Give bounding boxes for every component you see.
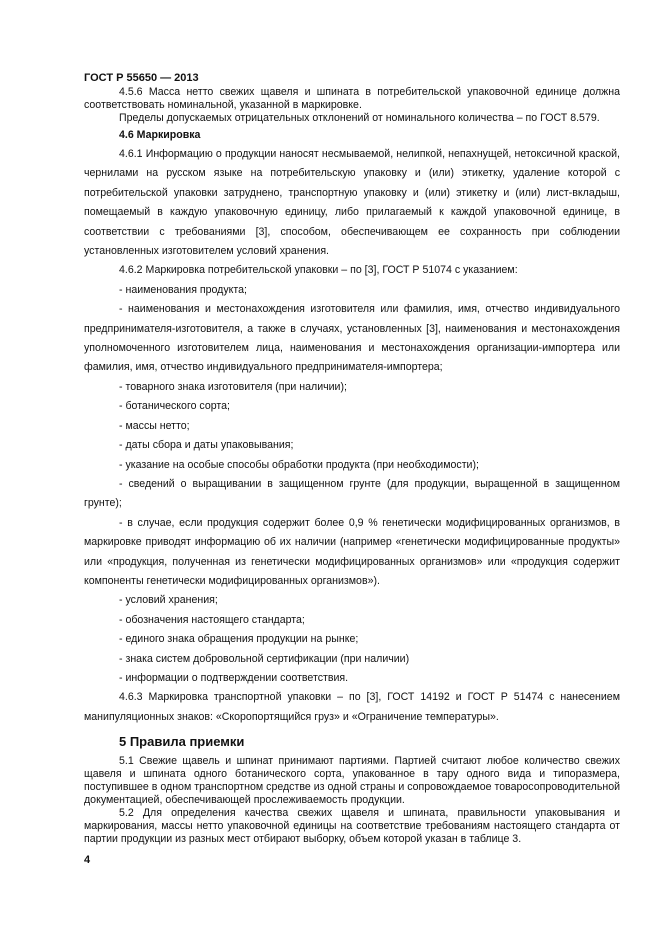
paragraph-4-6-3: 4.6.3 Маркировка транспортной упаковки – по [3], ГОСТ 14192 и ГОСТ Р 51474 с нанесением манипуляционных знаков: «Скоропортящийся груз» и «Ограничение температуры».	[84, 691, 620, 723]
list-item: - массы нетто;	[119, 419, 190, 432]
list-item: - единого знака обращения продукции на рынке;	[119, 633, 359, 646]
list-item: - ботанического сорта;	[119, 400, 230, 413]
paragraph-limits: Пределы допускаемых отрицательных отклонений от номинального количества – по ГОСТ 8.579.	[119, 112, 600, 124]
page-number: 4	[84, 854, 91, 866]
paragraph-4-6-2: 4.6.2 Маркировка потребительской упаковки – по [3], ГОСТ Р 51074 с указанием:	[119, 264, 518, 277]
list-item: - наименования и местонахождения изготовителя или фамилия, имя, отчество индивидуального предпринимателя-изготовителя, а также в случаях, установленных [3], наименования и местонахождения уполномоченного изготовителем лица, наименования и местонахождения организации-импортера или фамилия, имя, отчество индивидуального предпринимателя-импортера;	[84, 303, 620, 374]
list-item: - условий хранения;	[119, 594, 218, 607]
list-item: - даты сбора и даты упаковывания;	[119, 439, 294, 452]
paragraph-4-6-1: 4.6.1 Информацию о продукции наносят несмываемой, нелипкой, непахнущей, нетоксичной краской, чернилами на русском языке на потребительскую упаковку и (или) этикетку, удаление которой с потребительской упаковки затруднено, транспортную упаковку и (или) этикетку и (или) лист-вкладыш, помещаемый в каждую упаковочную единицу, либо прилагаемый к каждой упаковочной единице, в соответствии с требованиями [3], способом, обеспечивающем ее сохранность при соблюдении установленных изготовителем условий хранения.	[84, 148, 620, 258]
list-item: - знака систем добровольной сертификации (при наличии)	[119, 652, 410, 665]
list-item: - сведений о выращивании в защищенном грунте (для продукции, выращенной в защищенном грунте);	[84, 477, 620, 510]
paragraph-4-5-6: 4.5.6 Масса нетто свежих щавеля и шпината в потребительской упаковочной единице должна соответствовать номинальной, указанной в маркировке.	[84, 86, 620, 111]
standard-header: ГОСТ Р 55650 — 2013	[84, 72, 199, 84]
paragraph-5-1: 5.1 Свежие щавель и шпинат принимают партиями. Партией считают любое количество свежих щавеля и шпината одного ботанического сорта, упакованное в тару одного вида и типоразмера, поступившее в одном транспортном средстве из одной страны и сопровождаемое товаросопроводительной документацией, обеспечивающей прослеживаемость продукции.	[84, 755, 620, 807]
list-item: - наименования продукта;	[119, 283, 247, 296]
list-item: - информации о подтверждении соответствия.	[119, 671, 349, 684]
list-item: - указание на особые способы обработки продукта (при необходимости);	[119, 458, 479, 471]
list-item: - обозначения настоящего стандарта;	[119, 613, 305, 626]
document-page	[84, 72, 620, 846]
paragraph-5-2: 5.2 Для определения качества свежих щавеля и шпината, правильности упаковывания и маркирования, массы нетто упаковочной единицы на соответствие требованиям настоящего стандарта от партии продукции из разных мест отбирают выборку, объем которой указан в таблице 3.	[84, 807, 620, 846]
heading-4-6: 4.6 Маркировка	[119, 129, 201, 141]
list-item: - в случае, если продукция содержит более 0,9 % генетически модифицированных организмов, в маркировке приводят информацию об их наличии (например «генетически модифицированные продукты» или «продукция, полученная из генетически модифицированных организмов» или «продукция содержит компоненты генетически модифицированных организмов»).	[84, 516, 620, 587]
list-item: - товарного знака изготовителя (при наличии);	[119, 380, 347, 393]
section-heading-5: 5 Правила приемки	[119, 734, 245, 750]
